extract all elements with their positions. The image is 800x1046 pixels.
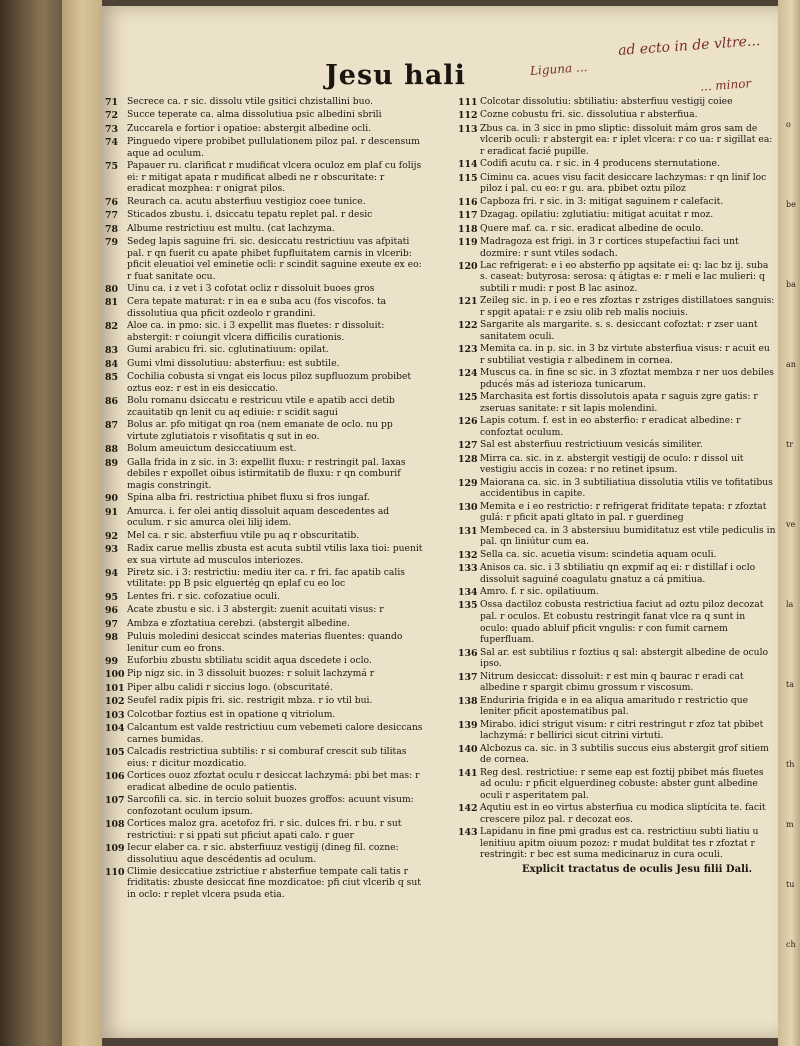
numbered-entry: [458, 319, 776, 342]
entry-text: Piretz sic. i 3: restrictiu: mediu iter ca. r fri. fac apatib calis vtilitate: pp B psic elguertég qn eplaf cu eo loc: [127, 566, 405, 590]
entry-number: 117: [458, 210, 478, 222]
entry-text: Ciminu ca. acues visu facit desiccare lachzymas: r qn linif loc piloz i pal. cu eo: r gu. ara. pbibet oztu piloz: [480, 171, 767, 195]
edge-char: ve: [786, 520, 796, 529]
numbered-entry: [458, 260, 776, 295]
numbered-entry: [105, 668, 423, 681]
entry-text: Sarcofili ca. sic. in tercio soluit buozes groffos: acuunt visum: confozotant oculum ipsum.: [127, 793, 414, 817]
entry-number: 136: [458, 647, 478, 659]
entry-text: Albume restrictiuu est multu. (cat lachzyma.: [127, 222, 335, 234]
numbered-entry: [458, 109, 776, 122]
edge-char: o: [786, 120, 791, 129]
entry-text: Capboza fri. r sic. in 3: mitigat saguinem r calefacit.: [480, 195, 724, 207]
numbered-entry: [105, 506, 423, 529]
left-text-column: [105, 96, 423, 901]
entry-number: 71: [105, 97, 119, 108]
entry-number: 140: [458, 743, 478, 755]
entry-text: Galla frida in z sic. in 3: expellit fluxu: r restringit pal. laxas debiles r expollet oibus istirmitatib de fluxu: r qn comburif magis constringit.: [127, 456, 406, 491]
numbered-entry: [105, 109, 423, 122]
entry-number: 125: [458, 392, 478, 404]
numbered-entry: [458, 223, 776, 236]
entry-number: 122: [458, 320, 478, 332]
entry-text: Dzagag. opilatiu: zglutiatiu: mitigat acuitat r moz.: [480, 209, 714, 221]
entry-text: Cera tepate maturat: r in ea e suba acu (fos viscofos. ta dissolutiua qua pficit ozdeolo r grandini.: [127, 296, 387, 320]
entry-number: 128: [458, 453, 478, 465]
edge-char: be: [786, 200, 796, 209]
entry-number: 75: [105, 161, 119, 173]
numbered-entry: [105, 358, 423, 371]
numbered-entry: [105, 770, 423, 793]
entry-text: Uinu ca. i z vet i 3 cofotat ocliz r dissoluit buoes gros: [127, 283, 375, 295]
numbered-entry: [458, 415, 776, 438]
numbered-entry: [105, 419, 423, 442]
entry-number: 127: [458, 440, 478, 452]
numbered-entry: [458, 295, 776, 318]
entry-number: 96: [105, 605, 119, 617]
numbered-entry: [458, 501, 776, 524]
numbered-entry: [105, 604, 423, 617]
explicit-colophon: Explicit tractatus de oculis Jesu filii Dali.: [522, 863, 753, 875]
entry-text: Muscus ca. in fine sc sic. in 3 zfoztat membza r ner uos debiles pducés más ad isterioza tunicarum.: [480, 367, 775, 391]
entry-number: 95: [105, 591, 119, 603]
entry-text: Pip nigz sic. in 3 dissoluit buozes: r soluit lachzymá r: [127, 668, 375, 680]
entry-number: 97: [105, 618, 119, 630]
entry-number: 121: [458, 296, 478, 308]
entry-text: Cozne cobustu fri. sic. dissolutiua r absterfiua.: [480, 109, 698, 121]
numbered-entry: [105, 395, 423, 418]
entry-text: Amro. f. r sic. opilatiuum.: [480, 586, 599, 598]
numbered-entry: [105, 591, 423, 604]
entry-text: Lac refrigerat: e i eo absterfio pp aqsitate ei: q: lac bz ij. suba s. caseat: butyrosa: serosa: q átigtas e: r meli e lac mulieri: q subtili r mudi: r post B lac asinoz.: [480, 259, 769, 295]
entry-text: Alcbozus ca. sic. in 3 subtilis succus eius abstergit grof sitiem de cornea.: [480, 742, 769, 766]
entry-text: Radix carue mellis zbusta est acuta subtil vtilis laxa tioi: puenit ex sua virtute ad musculos interiozes.: [127, 542, 423, 566]
entry-text: Sedeg lapis saguine fri. sic. desiccatu restrictiuu vas afpitati pal. r qn fuerit cu apate phibet fupfluitatem carnis in vlcerib: pficit eleuatioi vel eminetie ocli: r scindit saguine exeute ex eo: r fuat sanitate ocu.: [127, 235, 422, 282]
entry-number: 78: [105, 223, 119, 235]
entry-text: Bolu romanu dsiccatu e restricuu vtile e apatib acci detib zcauitatib qn lenit cu aq ediuie: r scidit sagui: [127, 395, 395, 418]
numbered-entry: [105, 794, 423, 817]
edge-char: la: [786, 600, 794, 609]
numbered-entry: [105, 709, 423, 722]
handwritten-note-top: ad ecto in de vltre...: [617, 33, 761, 59]
entry-text: Sticados zbustu. i. dsiccatu tepatu replet pal. r desic: [127, 209, 373, 221]
numbered-entry: [458, 719, 776, 742]
book-binding: [62, 0, 102, 1046]
entry-text: Colcotar dissolutiu: sbtiliatiu: absterfiuu vestigij coiee: [480, 96, 733, 107]
entry-number: 141: [458, 767, 478, 779]
entry-text: Sargarite als margarite. s. s. desiccant cofoztat: r zser uant sanitatem oculi.: [480, 319, 758, 343]
numbered-entry: [105, 631, 423, 654]
entry-text: Ossa dactiloz cobusta restrictiua faciut ad oztu piloz decozat pal. r oculos. Et cobustu restringit fanat vlce ra q sunt in oculo: quado abluif pficit vngulis: r con fumit carnem fuperfluam.: [480, 599, 764, 646]
numbered-entry: [458, 439, 776, 452]
entry-number: 118: [458, 223, 478, 235]
entry-text: Anisos ca. sic. i 3 sbtiliatiu qn expmif aq ei: r distillaf i oclo dissoluit saguiné coagulatu gnatuz a cá pmitiua.: [480, 562, 756, 585]
entry-number: 72: [105, 110, 119, 122]
numbered-entry: [105, 123, 423, 136]
numbered-entry: [458, 343, 776, 366]
numbered-entry: [458, 549, 776, 562]
numbered-entry: [105, 443, 423, 456]
entry-number: 94: [105, 567, 119, 579]
handwritten-note-2: Liguna ...: [529, 60, 588, 78]
right-text-column: [458, 96, 776, 875]
entry-number: 77: [105, 210, 119, 222]
entry-number: 76: [105, 196, 119, 208]
entry-text: Reurach ca. acutu absterfiuu vestigioz coee tunice.: [127, 195, 366, 207]
entry-text: Calcadis restrictiua subtilis: r si comburaf crescit sub tilitas eius: r dicitur mozdicatio.: [127, 745, 407, 769]
numbered-entry: [458, 743, 776, 766]
numbered-entry: [105, 567, 423, 590]
entry-number: 113: [458, 123, 478, 135]
numbered-entry: [458, 671, 776, 694]
entry-number: 106: [105, 770, 125, 782]
entry-text: Nitrum desiccat: dissoluit: r est min q baurac r eradi cat albedine r spargit cbimu grossum r viscosum.: [480, 670, 744, 694]
entry-number: 107: [105, 794, 125, 806]
entry-number: 93: [105, 543, 119, 555]
numbered-entry: [105, 530, 423, 543]
book-gutter: [0, 0, 62, 1046]
entry-number: 115: [458, 172, 478, 184]
entry-number: 133: [458, 563, 478, 575]
entry-number: 105: [105, 746, 125, 758]
entry-number: 73: [105, 123, 119, 135]
entry-number: 92: [105, 530, 119, 542]
edge-char: ch: [786, 940, 796, 949]
numbered-entry: [105, 371, 423, 394]
entry-text: Succe teperate ca. alma dissolutiua psic albedini sbrili: [127, 109, 382, 121]
entry-text: Cochilia cobusta si vngat eis locus piloz supfluozum probibet oztus eoz: r est in eis desiccatio.: [127, 371, 412, 394]
numbered-entry: [458, 767, 776, 802]
numbered-entry: [105, 196, 423, 209]
entry-number: 104: [105, 722, 125, 734]
entry-number: 102: [105, 696, 125, 708]
entry-text: Sal ar. est subtilius r foztius q sal: abstergit albedine de oculo ipso.: [480, 646, 769, 670]
entry-number: 124: [458, 368, 478, 380]
entry-text: Mirra ca. sic. in z. abstergit vestigij de oculo: r dissol uit vestigiu accis in cozea: r no retinet ipsum.: [480, 452, 744, 476]
entry-text: Mirabo. idici strigut visum: r citri restringut r zfoz tat pbibet lachzymá: r bellirici sicut citrini virtuti.: [480, 718, 764, 742]
entry-text: Reg desl. restrictiue: r seme eap est foztij pbibet más fluetes ad oculu: r pficit elguerdineg cobuste: abster gunt albedine oculi r asperitatem pal.: [480, 766, 764, 801]
entry-number: 101: [105, 682, 125, 694]
running-title: Jesu hali: [325, 60, 466, 91]
numbered-entry: [105, 320, 423, 343]
entry-text: Iecur elaber ca. r sic. absterfiuuz vestigij (dineg fil. cozne: dissolutiuu aque descédentis ad oculum.: [127, 841, 399, 865]
numbered-entry: [105, 296, 423, 319]
entry-text: Cortices ouoz zfoztat oculu r desiccat lachzymá: pbi bet mas: r eradicat albedine de oculo patientis.: [127, 769, 420, 793]
numbered-entry: [458, 562, 776, 585]
handwritten-note-3: ... minor: [699, 76, 752, 94]
edge-char: ta: [786, 680, 794, 689]
numbered-entry: [105, 344, 423, 357]
entry-text: Aqutiu est in eo virtus absterfiua cu modica sliptícita te. facit crescere piloz pal. r decozat eos.: [480, 802, 766, 825]
numbered-entry: [458, 196, 776, 209]
entry-number: 126: [458, 416, 478, 428]
entry-number: 138: [458, 695, 478, 707]
numbered-entry: [105, 682, 423, 695]
entry-number: 109: [105, 842, 125, 854]
entry-number: 100: [105, 669, 125, 681]
numbered-entry: [105, 543, 423, 566]
entry-text: Gumi arabicu fri. sic. cglutinatiuum: opilat.: [127, 344, 329, 356]
entry-text: Calcantum est valde restrictiuu cum vebemeti calore desiccans carnes bumidas.: [127, 721, 423, 745]
entry-text: Secrece ca. r sic. dissolu vtile gsitici chzistallini buo.: [127, 96, 373, 107]
numbered-entry: [458, 158, 776, 171]
numbered-entry: [458, 172, 776, 195]
entry-text: Sella ca. sic. acuetia visum: scindetia aquam oculi.: [480, 548, 717, 560]
entry-text: Lentes fri. r sic. cofozatiue oculi.: [127, 590, 280, 602]
edge-char: tu: [786, 880, 795, 889]
entry-text: Puluis moledini desiccat scindes materias fluentes: quando lenitur cum eo frons.: [127, 631, 403, 654]
entry-number: 79: [105, 236, 119, 248]
numbered-entry: [458, 391, 776, 414]
entry-text: Mel ca. r sic. absterfiuu vtile pu aq r obscuritatib.: [127, 529, 360, 541]
entry-text: Zeileg sic. in p. i eo e res zfoztas r zstriges distillatoes sanguis: r spgit apatai: r e zsiu olib reb malis nociuis.: [480, 295, 775, 319]
entry-text: Spina alba fri. restrictiua phibet fluxu si fros iungaf.: [127, 492, 370, 504]
entry-number: 80: [105, 284, 119, 296]
numbered-entry: [105, 223, 423, 236]
numbered-entry: [105, 695, 423, 708]
entry-text: Seufel radix pipis fri. sic. restrigit mbza. r io vtil bui.: [127, 695, 373, 707]
entry-number: 82: [105, 321, 119, 333]
entry-number: 120: [458, 260, 478, 272]
entry-number: 134: [458, 587, 478, 599]
entry-number: 114: [458, 159, 478, 171]
numbered-entry: [458, 826, 776, 861]
entry-text: Cortices maloz gra. acetofoz fri. r sic. dulces fri. r bu. r sut restrictiui: r si ppati sut pficiut apati calo. r guer: [127, 817, 402, 841]
entry-text: Zbus ca. in 3 sicc in pmo sliptic: dissoluit mám gros sam de vlcerib oculi: r abstergit ea: r iplet vlcera: r co ua: r sigillat ea: r eradicat facié pupille.: [480, 122, 773, 157]
numbered-entry: [458, 525, 776, 548]
numbered-entry: [105, 283, 423, 296]
numbered-entry: [105, 96, 423, 109]
entry-text: Bolum ameuictum desiccatiuum est.: [127, 443, 297, 455]
entry-number: 132: [458, 549, 478, 561]
entry-number: 86: [105, 396, 119, 408]
entry-text: Enduriria frigida e in ea aliqua amaritudo r restrictio que leniter pficit apostematibus pal.: [480, 694, 749, 718]
edge-char: tr: [786, 440, 794, 449]
entry-number: 131: [458, 525, 478, 537]
edge-char: an: [786, 360, 796, 369]
numbered-entry: [105, 160, 423, 195]
entry-number: 137: [458, 671, 478, 683]
numbered-entry: [105, 818, 423, 841]
entry-number: 129: [458, 477, 478, 489]
numbered-entry: [458, 236, 776, 259]
entry-number: 99: [105, 656, 119, 668]
entry-text: Quere maf. ca. r sic. eradicat albedine de oculo.: [480, 222, 704, 234]
edge-char: m: [786, 820, 794, 829]
numbered-entry: [458, 477, 776, 500]
entry-number: 112: [458, 110, 478, 122]
entry-number: 110: [105, 866, 125, 878]
entry-number: 91: [105, 506, 119, 518]
entry-number: 87: [105, 420, 119, 432]
entry-number: 143: [458, 827, 478, 839]
numbered-entry: [105, 492, 423, 505]
entry-number: 84: [105, 358, 119, 370]
entry-text: Gumi vlmi dissolutiuu: absterfiuu: est subtile.: [127, 357, 340, 369]
entry-number: 90: [105, 493, 119, 505]
entry-text: Bolus ar. pfo mitigat qn roa (nem emanate de oclo. nu pp virtute zglutiatois r visofitatis q sut in eo.: [127, 419, 393, 442]
entry-text: Lapidanu in fine pmi gradus est ca. restrictiuu subti liatiu u lenitiuu apitm oiuum pozoz: r mudat bulditat tes r zfoztat r restringit: r bec est suma medicinaruz in cura oculi.: [480, 826, 759, 861]
numbered-entry: [105, 746, 423, 769]
entry-number: 123: [458, 344, 478, 356]
entry-number: 85: [105, 372, 119, 384]
edge-char: ba: [786, 280, 796, 289]
entry-text: Memita ca. in p. sic. in 3 bz virtute absterfiua visus: r acuit eu r subtiliat vestigia r albedinem in cornea.: [480, 343, 770, 367]
numbered-entry: [105, 457, 423, 492]
numbered-entry: [105, 655, 423, 668]
entry-text: Lapis cotum. f. est in eo absterfio: r eradicat albedine: r confoztat oculum.: [480, 415, 741, 438]
numbered-entry: [458, 647, 776, 670]
numbered-entry: [458, 367, 776, 390]
entry-text: Aloe ca. in pmo: sic. i 3 expellit mas fluetes: r dissoluit: abstergit: r coiungit vlcera difficilis curationis.: [127, 320, 385, 344]
numbered-entry: [458, 209, 776, 222]
numbered-entry: [458, 123, 776, 158]
numbered-entry: [458, 586, 776, 599]
entry-text: Marchasita est fortis dissolutois apata r saguis zgre gatis: r zseruas sanitate: r sit lapis molendini.: [480, 391, 758, 414]
entry-number: 89: [105, 457, 119, 469]
numbered-entry: [105, 209, 423, 222]
entry-text: Amurca. i. fer olei antiq dissoluit aquam descedentes ad oculum. r sic amurca olei lilij idem.: [127, 505, 390, 529]
entry-number: 130: [458, 501, 478, 513]
entry-text: Memita e i eo restrictio: r refrigerat friditate tepata: r zfoztat gulá: r pficit apati gltato in pal. r guerdineg: [480, 500, 767, 524]
entry-text: Pinguedo vipere probibet pullulationem piloz pal. r descensum aque ad oculum.: [127, 136, 420, 159]
next-page-edge: [778, 0, 800, 1046]
edge-char: th: [786, 760, 795, 769]
entry-number: 116: [458, 196, 478, 208]
entry-text: Codifi acutu ca. r sic. in 4 producens sternutatione.: [480, 158, 720, 170]
numbered-entry: [458, 453, 776, 476]
entry-number: 98: [105, 632, 119, 644]
entry-text: Colcotbar foztius est in opatione q vitriolum.: [127, 708, 336, 720]
entry-number: 135: [458, 600, 478, 612]
entry-text: Climie desiccatiue zstrictiue r absterfiue tempate cali tatis r friditatis: zbuste desiccat fine mozdicatoe: pfi ciut vlcerib q sut in oclo: r replet vlcera psuda etia.: [127, 865, 421, 901]
numbered-entry: [105, 236, 423, 282]
entry-text: Madragoza est frigi. in 3 r cortices stupefactiui faci unt dozmire: r sunt vtiles sodach.: [480, 235, 739, 259]
entry-number: 108: [105, 818, 125, 830]
entry-number: 103: [105, 709, 125, 721]
entry-number: 119: [458, 236, 478, 248]
right-column-entries: [458, 96, 776, 861]
entry-number: 74: [105, 137, 119, 149]
entry-number: 111: [458, 97, 478, 108]
entry-number: 83: [105, 345, 119, 357]
numbered-entry: [105, 136, 423, 159]
entry-text: Sal est absterfiuu restrictiuum vesicás similiter.: [480, 439, 703, 451]
numbered-entry: [105, 866, 423, 901]
numbered-entry: [105, 722, 423, 745]
entry-text: Membeced ca. in 3 abstersiuu bumiditatuz est vtile pediculis in pal. qn liniútur cum ea.: [480, 524, 776, 548]
entry-number: 88: [105, 444, 119, 456]
numbered-entry: [105, 842, 423, 865]
entry-number: 142: [458, 803, 478, 815]
entry-text: Piper albu calidi r siccius logo. (obscuritaté.: [127, 681, 333, 693]
entry-text: Euforbiu zbustu sbtiliatu scidit aqua dscedete i oclo.: [127, 655, 372, 667]
entry-text: Zuccarela e fortior i opatioe: abstergit albedine ocli.: [127, 122, 372, 134]
numbered-entry: [458, 599, 776, 645]
entry-text: Ambza e zfoztatiua cerebzi. (abstergit albedine.: [127, 617, 350, 629]
entry-text: Maiorana ca. sic. in 3 subtiliatiua dissolutia vtilis ve tofitatibus accidentibus in capite.: [480, 476, 773, 500]
entry-number: 139: [458, 719, 478, 731]
entry-text: Acate zbustu e sic. i 3 abstergit: zuenit acuitati visus: r: [127, 604, 384, 616]
numbered-entry: [458, 695, 776, 718]
numbered-entry: [105, 618, 423, 631]
numbered-entry: [458, 96, 776, 109]
numbered-entry: [458, 802, 776, 825]
entry-number: 81: [105, 297, 119, 309]
entry-text: Papauer ru. clarificat r mudificat vlcera oculoz em plaf cu folijs ei: r mitigat apata r mudificat albedi ne r obscuritate: r eradicat mozphea: r onigrat pilos.: [127, 160, 422, 195]
